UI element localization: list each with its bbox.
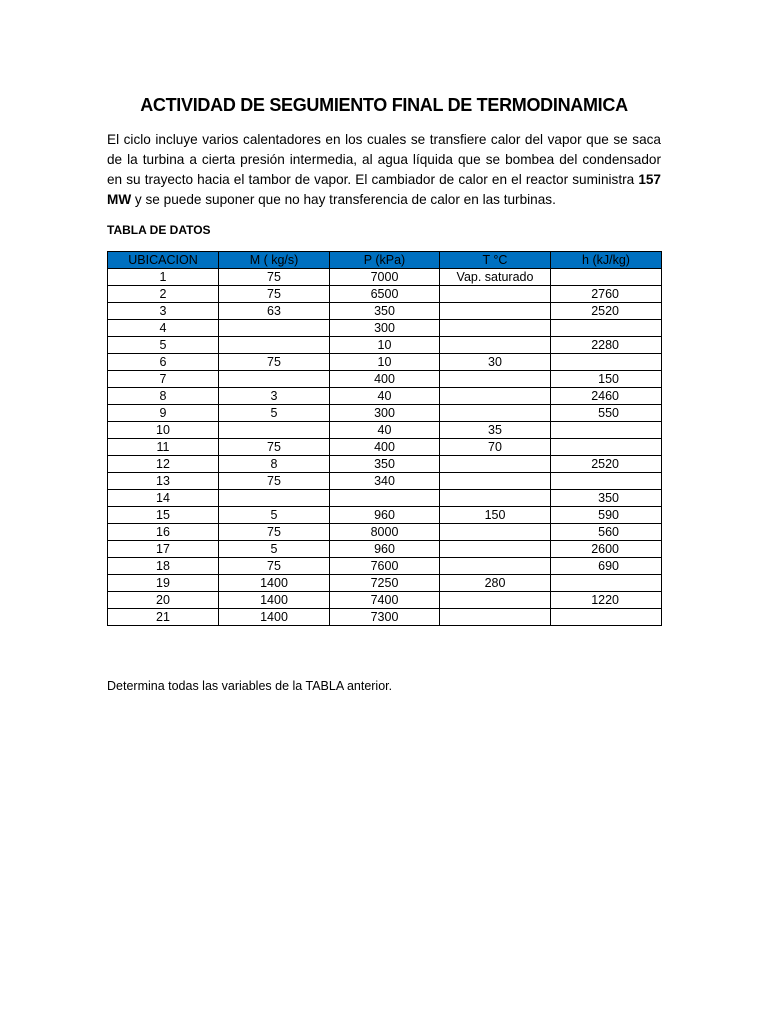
- document-title: ACTIVIDAD DE SEGUMIENTO FINAL DE TERMODINAMICA: [140, 95, 628, 115]
- cell-mass-flow: 5: [219, 541, 330, 558]
- cell-pressure: 10: [330, 354, 440, 371]
- cell-mass-flow: 75: [219, 558, 330, 575]
- cell-pressure: 400: [330, 371, 440, 388]
- cell-temperature: [440, 320, 551, 337]
- cell-ubicacion: 4: [108, 320, 219, 337]
- cell-ubicacion: 15: [108, 507, 219, 524]
- cell-temperature: [440, 405, 551, 422]
- cell-mass-flow: [219, 371, 330, 388]
- cell-mass-flow: 1400: [219, 575, 330, 592]
- cell-enthalpy: 2460: [551, 388, 662, 405]
- table-row: [108, 456, 662, 473]
- table-row: [108, 473, 662, 490]
- cell-temperature: [440, 490, 551, 507]
- table-row: [108, 303, 662, 320]
- cell-temperature: [440, 473, 551, 490]
- cell-pressure: 300: [330, 405, 440, 422]
- table-row: [108, 269, 662, 286]
- cell-temperature: [440, 524, 551, 541]
- cell-mass-flow: [219, 320, 330, 337]
- cell-pressure: 10: [330, 337, 440, 354]
- intro-text-end: y se puede suponer que no hay transferencia de calor en las turbinas.: [131, 192, 556, 207]
- cell-enthalpy: 590: [551, 507, 662, 524]
- table-row: [108, 507, 662, 524]
- cell-enthalpy: 690: [551, 558, 662, 575]
- cell-temperature: [440, 592, 551, 609]
- cell-enthalpy: [551, 422, 662, 439]
- cell-ubicacion: 6: [108, 354, 219, 371]
- table-row: [108, 592, 662, 609]
- cell-temperature: [440, 558, 551, 575]
- cell-temperature: [440, 337, 551, 354]
- cell-enthalpy: [551, 609, 662, 626]
- cell-enthalpy: 150: [551, 371, 662, 388]
- cell-ubicacion: 20: [108, 592, 219, 609]
- column-header: T °C: [440, 252, 551, 269]
- cell-mass-flow: 1400: [219, 609, 330, 626]
- table-row: [108, 490, 662, 507]
- table-body: [108, 269, 662, 626]
- table-row: [108, 558, 662, 575]
- cell-pressure: 7600: [330, 558, 440, 575]
- cell-mass-flow: 63: [219, 303, 330, 320]
- cell-ubicacion: 11: [108, 439, 219, 456]
- cell-pressure: 350: [330, 456, 440, 473]
- cell-ubicacion: 17: [108, 541, 219, 558]
- cell-pressure: 400: [330, 439, 440, 456]
- cell-enthalpy: 350: [551, 490, 662, 507]
- table-row: [108, 439, 662, 456]
- cell-pressure: 7000: [330, 269, 440, 286]
- cell-pressure: 40: [330, 422, 440, 439]
- cell-ubicacion: 12: [108, 456, 219, 473]
- cell-temperature: [440, 456, 551, 473]
- cell-ubicacion: 5: [108, 337, 219, 354]
- table-row: [108, 524, 662, 541]
- cell-pressure: 8000: [330, 524, 440, 541]
- cell-pressure: 6500: [330, 286, 440, 303]
- cell-enthalpy: 2600: [551, 541, 662, 558]
- cell-temperature: 35: [440, 422, 551, 439]
- table-row: [108, 609, 662, 626]
- cell-mass-flow: 5: [219, 405, 330, 422]
- cell-enthalpy: 2760: [551, 286, 662, 303]
- column-header: M ( kg/s): [219, 252, 330, 269]
- cell-enthalpy: [551, 269, 662, 286]
- cell-enthalpy: 2520: [551, 303, 662, 320]
- table-row: [108, 286, 662, 303]
- cell-enthalpy: 550: [551, 405, 662, 422]
- cell-temperature: [440, 609, 551, 626]
- table-row: [108, 337, 662, 354]
- cell-pressure: 7300: [330, 609, 440, 626]
- cell-pressure: 7250: [330, 575, 440, 592]
- cell-enthalpy: [551, 575, 662, 592]
- cell-pressure: 960: [330, 541, 440, 558]
- instruction-text: Determina todas las variables de la TABLA anterior.: [107, 679, 393, 693]
- cell-pressure: 340: [330, 473, 440, 490]
- intro-paragraph: [107, 130, 661, 210]
- table-header-row: [108, 252, 662, 269]
- cell-pressure: 960: [330, 507, 440, 524]
- cell-temperature: [440, 541, 551, 558]
- data-table: [107, 251, 662, 626]
- cell-enthalpy: 560: [551, 524, 662, 541]
- cell-mass-flow: [219, 422, 330, 439]
- cell-ubicacion: 18: [108, 558, 219, 575]
- cell-mass-flow: 8: [219, 456, 330, 473]
- cell-enthalpy: 2520: [551, 456, 662, 473]
- cell-ubicacion: 2: [108, 286, 219, 303]
- cell-mass-flow: 5: [219, 507, 330, 524]
- cell-ubicacion: 1: [108, 269, 219, 286]
- cell-ubicacion: 9: [108, 405, 219, 422]
- cell-temperature: 30: [440, 354, 551, 371]
- cell-enthalpy: [551, 354, 662, 371]
- cell-enthalpy: [551, 320, 662, 337]
- cell-enthalpy: 1220: [551, 592, 662, 609]
- cell-pressure: 7400: [330, 592, 440, 609]
- table-heading: TABLA DE DATOS: [107, 223, 211, 237]
- cell-enthalpy: [551, 439, 662, 456]
- cell-temperature: 70: [440, 439, 551, 456]
- table-row: [108, 388, 662, 405]
- cell-pressure: 350: [330, 303, 440, 320]
- cell-ubicacion: 7: [108, 371, 219, 388]
- cell-temperature: 280: [440, 575, 551, 592]
- column-header: UBICACION: [108, 252, 219, 269]
- table-row: [108, 354, 662, 371]
- intro-power-value: 157 MW: [107, 172, 661, 207]
- cell-temperature: [440, 303, 551, 320]
- table-row: [108, 541, 662, 558]
- cell-ubicacion: 10: [108, 422, 219, 439]
- cell-ubicacion: 3: [108, 303, 219, 320]
- cell-pressure: [330, 490, 440, 507]
- cell-temperature: 150: [440, 507, 551, 524]
- cell-mass-flow: 75: [219, 269, 330, 286]
- cell-mass-flow: 75: [219, 439, 330, 456]
- table-row: [108, 405, 662, 422]
- cell-mass-flow: 1400: [219, 592, 330, 609]
- cell-ubicacion: 14: [108, 490, 219, 507]
- cell-pressure: 300: [330, 320, 440, 337]
- cell-ubicacion: 21: [108, 609, 219, 626]
- cell-mass-flow: 75: [219, 473, 330, 490]
- cell-mass-flow: 3: [219, 388, 330, 405]
- cell-ubicacion: 16: [108, 524, 219, 541]
- table-row: [108, 320, 662, 337]
- cell-ubicacion: 13: [108, 473, 219, 490]
- cell-temperature: [440, 286, 551, 303]
- cell-enthalpy: [551, 473, 662, 490]
- column-header: h (kJ/kg): [551, 252, 662, 269]
- cell-mass-flow: [219, 337, 330, 354]
- cell-temperature: Vap. saturado: [440, 269, 551, 286]
- cell-ubicacion: 8: [108, 388, 219, 405]
- table-row: [108, 422, 662, 439]
- cell-ubicacion: 19: [108, 575, 219, 592]
- intro-text: El ciclo incluye varios calentadores en los cuales se transfiere calor del vapor que se saca de la turbina a cierta presión intermedia, al agua líquida que se bombea del condensador en su trayecto hacia el tambor de vapor. El cambiador de calor en el reactor suministra: [107, 132, 661, 187]
- cell-temperature: [440, 371, 551, 388]
- column-header: P (kPa): [330, 252, 440, 269]
- cell-mass-flow: 75: [219, 524, 330, 541]
- table-row: [108, 371, 662, 388]
- cell-mass-flow: 75: [219, 286, 330, 303]
- cell-pressure: 40: [330, 388, 440, 405]
- cell-temperature: [440, 388, 551, 405]
- cell-mass-flow: [219, 490, 330, 507]
- cell-enthalpy: 2280: [551, 337, 662, 354]
- table-row: [108, 575, 662, 592]
- cell-mass-flow: 75: [219, 354, 330, 371]
